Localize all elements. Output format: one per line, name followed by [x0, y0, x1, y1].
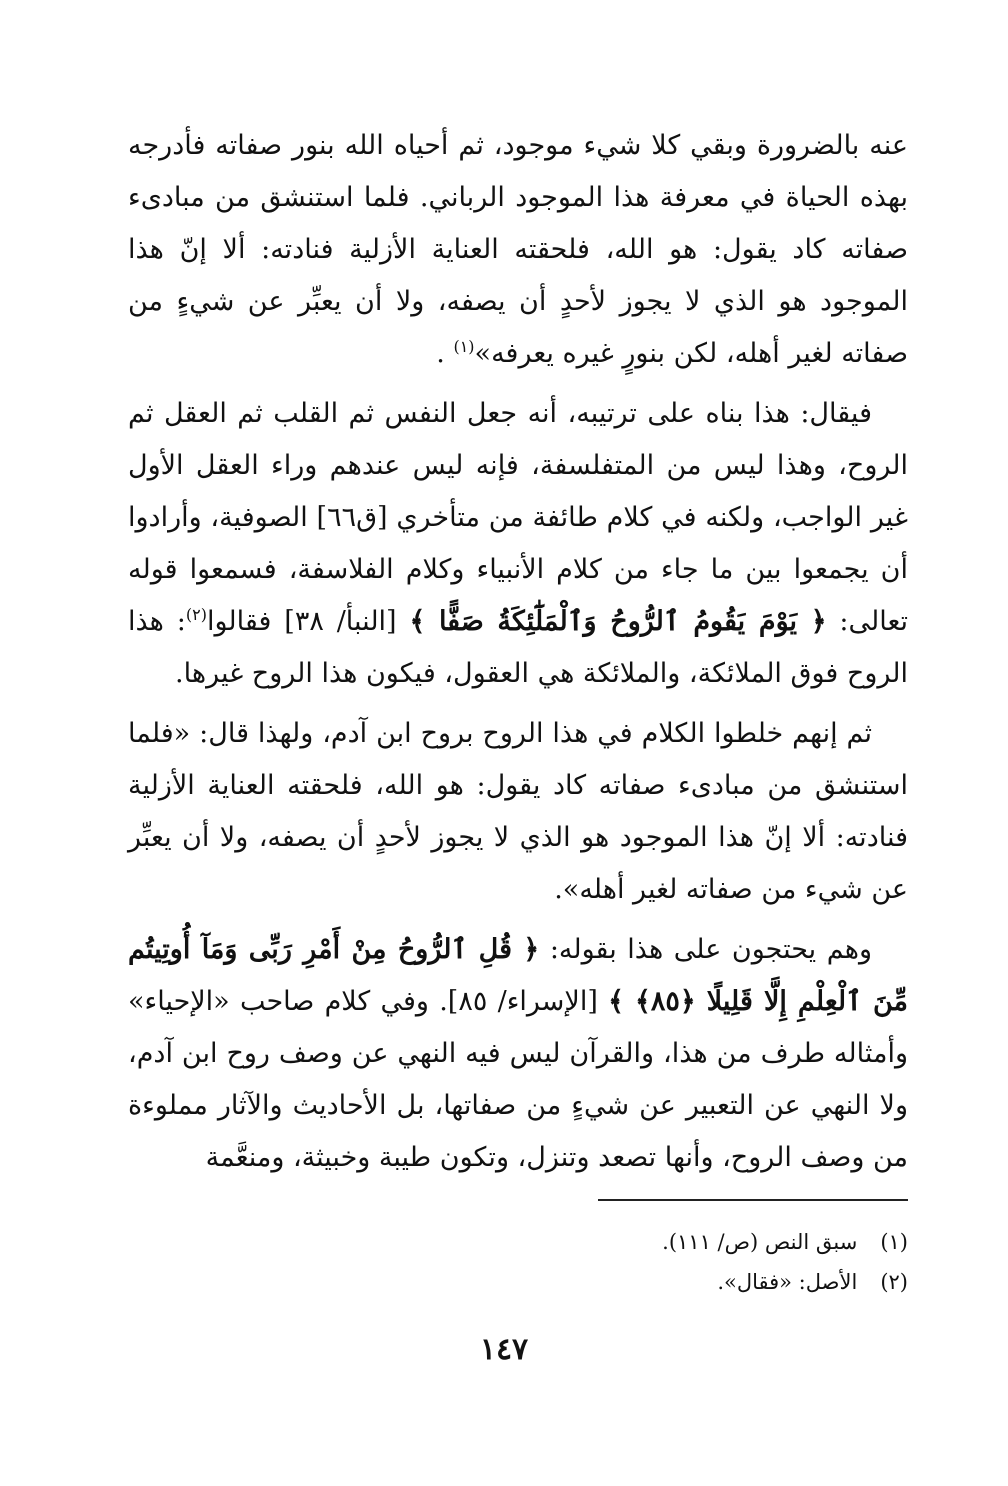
paragraph-1-text: عنه بالضرورة وبقي كلا شيء موجود، ثم أحياه الله بنور صفاته فأدرجه بهذه الحياة في معرفة هذا الموجود الرباني. فلما استنشق من مبادىء صفاته كاد يقول: هو الله، فلحقته العناية الأزلية فنادته: ألا إنّ هذا الموجود هو الذي لا يجوز لأحدٍ أن يصفه، ولا أن يعبِّر عن شيءٍ من صفاته لغير أهله، لكن بنورٍ غيره يعرفه» — [128, 130, 908, 369]
paragraph-4-end: وفي كلام صاحب «الإحياء» وأمثاله طرف من هذا، والقرآن ليس فيه النهي عن وصف روح ابن آدم، ولا النهي عن التعبير عن شيءٍ من صفاتها، بل الأحاديث والآثار مملوءة من وصف الروح، وأنها تصعد وتنزل، وتكون طيبة وخبيثة، ومنعَّمة — [128, 986, 908, 1173]
quran-verse-isra: ﴿ قُلِ ٱلرُّوحُ مِنْ أَمْرِ رَبِّى وَمَآ أُوتِيتُم مِّنَ ٱلْعِلْمِ إِلَّا قَلِيلًا ﴿٨٥﴾ ﴾ — [128, 934, 908, 1017]
footnote-divider — [598, 1199, 908, 1201]
main-text — [128, 120, 908, 1192]
footnote-1-number: (١) — [880, 1230, 908, 1254]
paragraph-2-middle: فقالوا — [206, 606, 272, 637]
footnote-2-number: (٢) — [880, 1270, 908, 1294]
paragraph-3 — [128, 708, 908, 916]
paragraph-2 — [128, 388, 908, 700]
paragraph-1-end: . — [436, 338, 445, 369]
paragraph-3-text: ثم إنهم خلطوا الكلام في هذا الروح بروح ابن آدم، ولهذا قال: «فلما استنشق من مبادىء صفاته كاد يقول: هو الله، فلحقته العناية الأزلية فنادته: ألا إنّ هذا الموجود هو الذي لا يجوز لأحدٍ أن يصفه، ولا أن يعبِّر عن شيء من صفاته لغير أهله». — [128, 718, 908, 905]
footnote-ref-1: (١) — [453, 337, 475, 356]
paragraph-4-intro: وهم يحتجون على هذا بقوله: — [549, 934, 872, 965]
footnote-ref-2: (٢) — [185, 605, 207, 624]
quran-verse-naba: ﴿ يَوْمَ يَقُومُ ٱلرُّوحُ وَٱلْمَلَٰٓئِكَةُ صَفًّا ﴾ — [409, 606, 827, 637]
footnote-1-text: سبق النص (ص/ ١١١). — [662, 1230, 858, 1254]
footnote-2-text: الأصل: «فقال». — [717, 1270, 858, 1294]
paragraph-2-end: : هذا الروح فوق الملائكة، والملائكة هي العقول، فيكون هذا الروح غيرها. — [128, 606, 908, 689]
paragraph-1 — [128, 120, 908, 380]
footnotes — [500, 1222, 908, 1302]
paragraph-4 — [128, 924, 908, 1184]
paragraph-2-intro: فيقال: هذا بناه على ترتيبه، أنه جعل النفس ثم القلب ثم العقل ثم الروح، وهذا ليس من المتفلسفة، فإنه ليس عندهم وراء العقل الأول غير الواجب، ولكنه في كلام طائفة من متأخري [ق٦٦] الصوفية، وأرادوا أن يجمعوا بين ما جاء من كلام الأنبياء وكلام الفلاسفة، فسمعوا قوله تعالى: — [128, 398, 908, 637]
footnote-1 — [500, 1222, 908, 1262]
page-number: ١٤٧ — [479, 1332, 529, 1367]
citation-naba: [النبأ/ ٣٨] — [284, 606, 397, 637]
citation-isra: [الإسراء/ ٨٥]. — [439, 986, 598, 1017]
footnote-2 — [500, 1262, 908, 1302]
